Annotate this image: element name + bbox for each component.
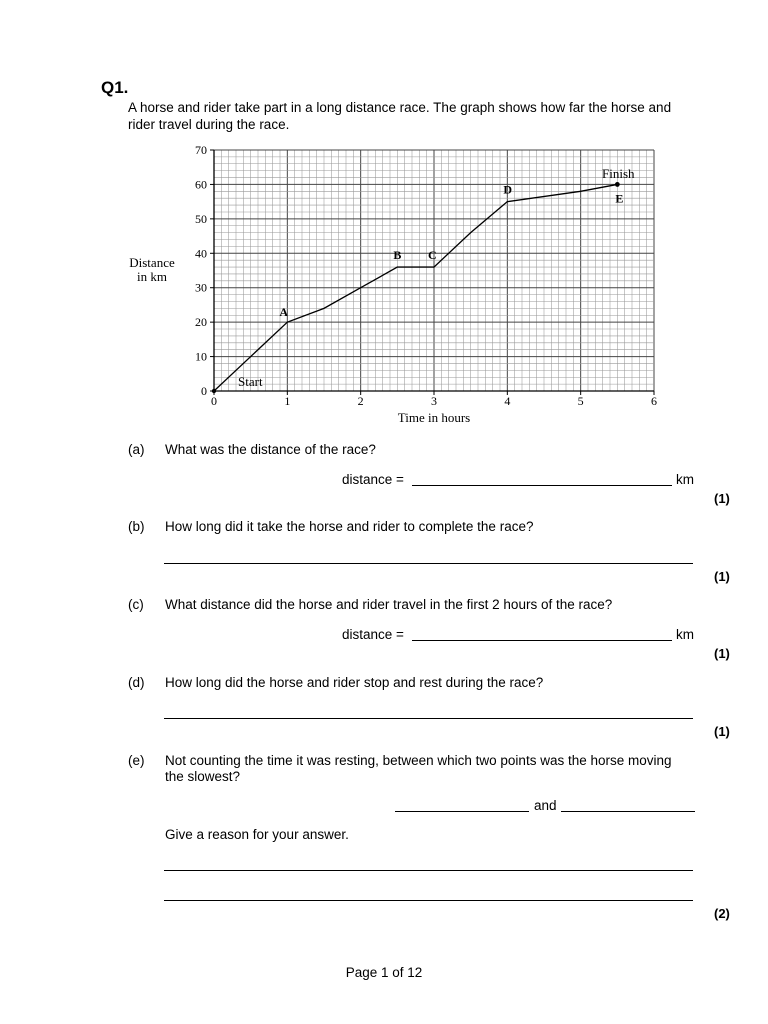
start-point	[212, 389, 216, 393]
part-a-answer-line[interactable]	[412, 485, 672, 486]
part-a-marks: (1)	[714, 491, 730, 506]
y-tick-label: 60	[195, 177, 207, 192]
x-tick-label: 6	[651, 394, 657, 408]
y-tick-label: 70	[195, 143, 207, 157]
part-c-answer-line[interactable]	[412, 640, 672, 641]
part-e-letter: (e)	[128, 753, 145, 768]
part-b-question: How long did it take the horse and rider to complete the race?	[165, 519, 534, 534]
y-axis-label-unit: in km	[137, 269, 167, 284]
part-e-reason-line-2[interactable]	[164, 900, 693, 901]
part-e-and: and	[534, 798, 557, 813]
part-c-question: What distance did the horse and rider travel in the first 2 hours of the race?	[165, 597, 613, 612]
part-c-letter: (c)	[128, 597, 144, 612]
graph-ticks	[195, 143, 657, 408]
part-e-point-2-line[interactable]	[561, 811, 695, 812]
page-footer: Page 1 of 12	[345, 965, 423, 980]
part-d-answer-line[interactable]	[164, 718, 693, 719]
y-axis-label: Distance	[129, 255, 175, 270]
part-e-point-1-line[interactable]	[395, 811, 529, 812]
x-tick-label: 5	[577, 394, 584, 408]
finish-annotation: Finish	[602, 166, 635, 181]
distance-time-graph	[120, 140, 680, 430]
part-e-reason-prompt: Give a reason for your answer.	[165, 827, 349, 842]
part-b-answer-line[interactable]	[164, 563, 693, 564]
point-label-e: E	[615, 191, 624, 206]
point-label-a: A	[279, 305, 289, 320]
y-tick-label: 10	[195, 349, 207, 364]
part-a-answer-prefix: distance =	[342, 472, 404, 487]
point-label-b: B	[393, 248, 402, 263]
part-b-marks: (1)	[714, 569, 730, 584]
y-tick-label: 20	[195, 315, 207, 330]
question-number: Q1.	[101, 78, 129, 97]
part-a-question: What was the distance of the race?	[165, 442, 376, 457]
part-c-marks: (1)	[714, 646, 730, 661]
x-tick-label: 2	[357, 394, 364, 408]
x-tick-label: 1	[284, 394, 291, 408]
part-d-question: How long did the horse and rider stop and rest during the race?	[165, 675, 544, 690]
part-a-letter: (a)	[128, 442, 145, 457]
start-annotation: Start	[238, 374, 263, 389]
part-e-question: Not counting the time it was resting, between which two points was the horse moving the slowest?	[165, 753, 672, 784]
y-tick-label: 50	[195, 211, 207, 226]
part-a-unit: km	[676, 472, 694, 487]
x-tick-label: 4	[504, 394, 511, 408]
part-e-reason-line-1[interactable]	[164, 870, 693, 871]
part-b-letter: (b)	[128, 519, 145, 534]
point-label-c: C	[428, 248, 437, 263]
x-tick-label: 3	[431, 394, 437, 408]
point-label-d: D	[503, 182, 513, 197]
part-d-letter: (d)	[128, 675, 145, 690]
part-e-marks: (2)	[714, 906, 730, 921]
y-tick-label: 30	[195, 280, 207, 295]
part-c-unit: km	[676, 627, 694, 642]
part-c-answer-prefix: distance =	[342, 627, 404, 642]
finish-point	[615, 182, 620, 187]
x-tick-label: 0	[211, 394, 217, 408]
graph-grid	[214, 150, 654, 391]
x-axis-label: Time in hours	[397, 410, 471, 425]
question-intro: A horse and rider take part in a long distance race. The graph shows how far the horse and rider travel during the race.	[128, 100, 672, 132]
y-tick-label: 40	[195, 246, 207, 261]
part-d-marks: (1)	[714, 724, 730, 739]
y-tick-label: 0	[201, 384, 207, 398]
